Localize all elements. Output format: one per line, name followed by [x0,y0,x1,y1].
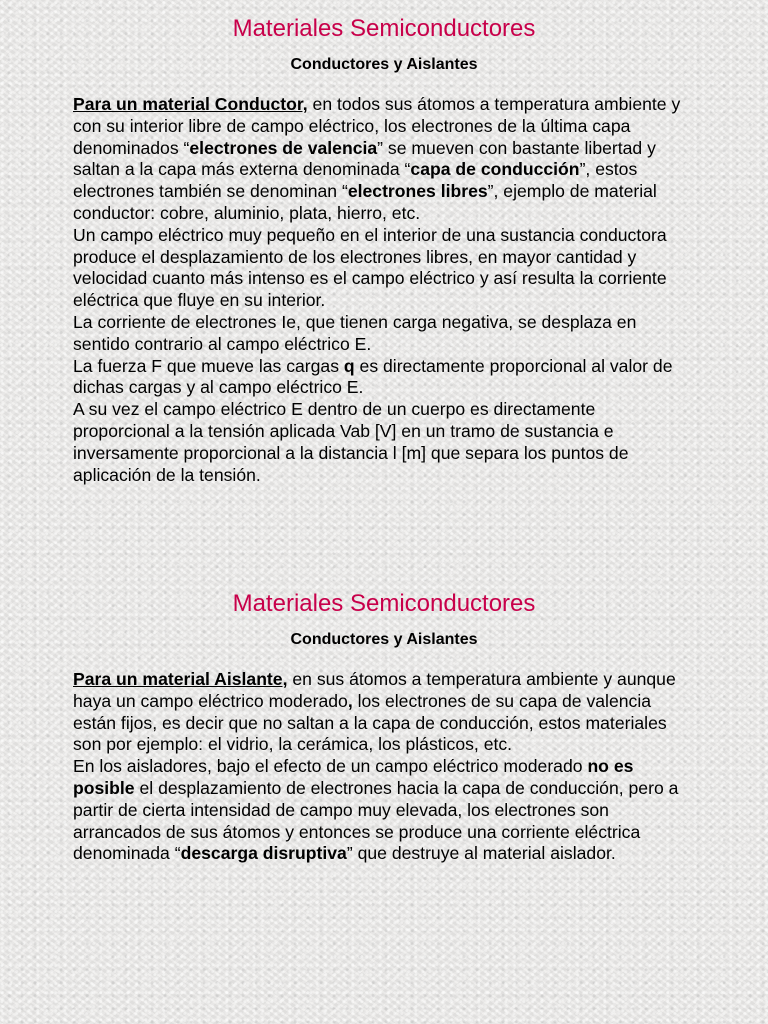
bold-term: no es posible [73,756,634,798]
paragraph-conductor-definition [73,94,695,225]
slide-title: Materiales Semiconductores [232,590,536,617]
text-run: el desplazamiento de electrones hacia la capa de conducción, pero a partir de cierta intensidad de campo muy elevada, los electrones son arrancados de sus átomos y entonces se produce una corriente eléctrica denominada “ [73,777,679,864]
bold-term: , [347,690,353,711]
slide-body [73,669,695,865]
text-run: en todos sus átomos a temperatura ambiente y con su interior libre de campo eléctrico, los electrones de la última capa denominados “ [73,94,681,158]
paragraph-aislante-definition [73,669,695,756]
paragraph-current: La corriente de electrones Ie, que tienen carga negativa, se desplaza en sentido contrario al campo eléctrico E. [73,311,637,354]
slide-title: Materiales Semiconductores [232,15,536,42]
text-run: ” se mueven con bastante libertad y saltan a la capa más externa denominada “ [73,137,656,180]
paragraph-disruptive-discharge [73,756,695,865]
paragraph-force [73,356,695,400]
slide-subtitle: Conductores y Aislantes [290,56,478,73]
bold-term: capa de conducción [410,159,580,180]
text-run: ”, ejemplo de material conductor: cobre, aluminio, plata, hierro, etc. [73,181,657,223]
bold-term: electrones libres [347,181,488,202]
text-run: En los aisladores, bajo el efecto de un campo eléctrico moderado [73,756,588,777]
text-run: ” que destruye al material aislador. [346,843,616,864]
lead-heading: Para un material Aislante, [73,669,288,689]
text-run: La fuerza F que mueve las cargas [73,355,344,376]
bold-term: electrones de valencia [189,137,378,158]
bold-term: q [343,355,355,376]
lead-heading: Para un material Conductor, [73,94,308,114]
slide-body [73,94,695,486]
bold-term: descarga disruptiva [180,843,347,864]
text-run: ”, estos electrones también se denominan “ [73,159,638,202]
text-run: es directamente proporcional al valor de dichas cargas y al campo eléctrico E. [73,355,673,398]
text-run: en sus átomos a temperatura ambiente y aunque haya un campo eléctrico moderado [73,669,676,711]
paragraph-electric-field: Un campo eléctrico muy pequeño en el interior de una sustancia conductora produce el desplazamiento de los electrones libres, en mayor cantidad y velocidad cuanto más intenso es el campo eléctrico y así resulta la corriente eléctrica que fluye en su interior. [73,224,667,311]
paragraph-voltage: A su vez el campo eléctrico E dentro de un cuerpo es directamente proporcional a la tensión aplicada Vab [V] en un tramo de sustancia e inversamente proporcional a la distancia l [m] que separa los puntos de aplicación de la tensión. [73,399,629,485]
text-run: los electrones de su capa de valencia están fijos, es decir que no saltan a la capa de conducción, estos materiales son por ejemplo: el vidrio, la cerámica, los plásticos, etc. [73,690,667,755]
slide-subtitle: Conductores y Aislantes [290,631,478,648]
